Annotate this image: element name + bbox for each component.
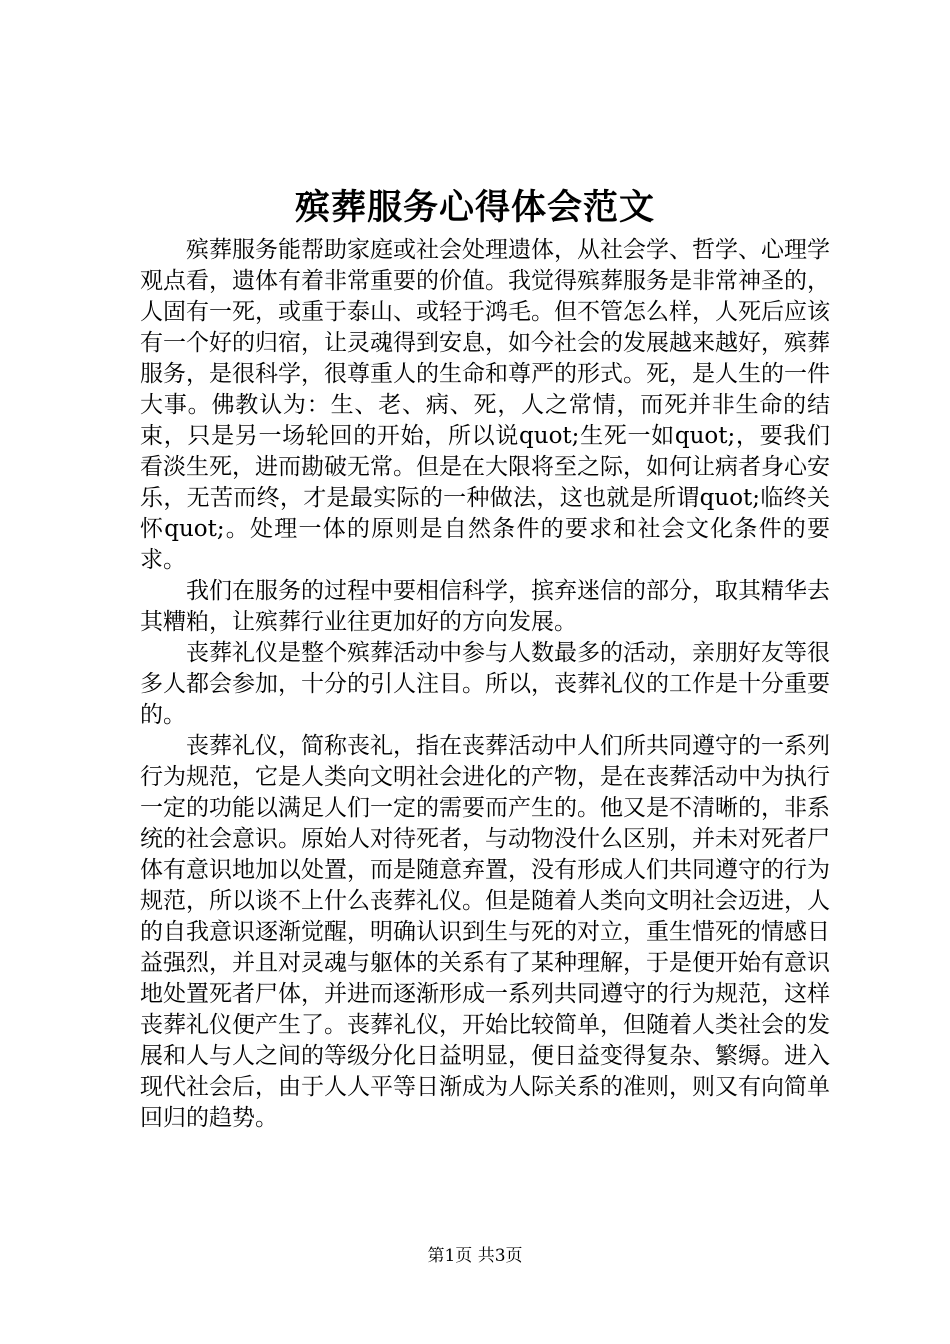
body-paragraph-1: 殡葬服务能帮助家庭或社会处理遗体，从社会学、哲学、心理学观点看，遗体有着非常重要的价值。我觉得殡葬服务是非常神圣的，人固有一死，或重于泰山、或轻于鸿毛。但不管怎么样，人死后应该有一个好的归宿，让灵魂得到安息，如今社会的发展越来越好，殡葬服务，是很科学，很尊重人的生命和尊严的形式。死，是人生的一件大事。佛教认为：生、老、病、死，人之常情，而死并非生命的结束，只是另一场轮回的开始，所以说quot;生死一如quot;，要我们看淡生死，进而勘破无常。但是在大限将至之际，如何让病者身心安乐，无苦而终，才是最实际的一种做法，这也就是所谓quot;临终关怀quot;。处理一体的原则是自然条件的要求和社会文化条件的要求。 [140, 237, 831, 573]
body-paragraph-3: 丧葬礼仪是整个殡葬活动中参与人数最多的活动，亲朋好友等很多人都会参加，十分的引人注目。所以，丧葬礼仪的工作是十分重要的。 [140, 640, 830, 728]
body-paragraph-2: 我们在服务的过程中要相信科学，摈弃迷信的部分，取其精华去其糟粕，让殡葬行业往更加好的方向发展。 [140, 578, 830, 635]
document-body [140, 235, 830, 1134]
document-title: 殡葬服务心得体会范文 [294, 187, 655, 228]
page-number-footer: 第1页 共3页 [427, 1246, 523, 1266]
body-paragraph-4: 丧葬礼仪，简称丧礼，指在丧葬活动中人们所共同遵守的一系列行为规范，它是人类向文明社会进化的产物，是在丧葬活动中为执行一定的功能以满足人们一定的需要而产生的。他又是不清晰的，非系统的社会意识。原始人对待死者，与动物没什么区别，并未对死者尸体有意识地加以处置，而是随意弃置，没有形成人们共同遵守的行为规范，所以谈不上什么丧葬礼仪。但是随着人类向文明社会迈进，人的自我意识逐渐觉醒，明确认识到生与死的对立，重生惜死的情感日益强烈，并且对灵魂与躯体的关系有了某种理解，于是便开始有意识地处置死者尸体，并进而逐渐形成一系列共同遵守的行为规范，这样丧葬礼仪便产生了。丧葬礼仪，开始比较简单，但随着人类社会的发展和人与人之间的等级分化日益明显，便日益变得复杂、繁缛。进入现代社会后，由于人人平等日渐成为人际关系的准则，则又有向简单回归的趋势。 [140, 733, 830, 1131]
